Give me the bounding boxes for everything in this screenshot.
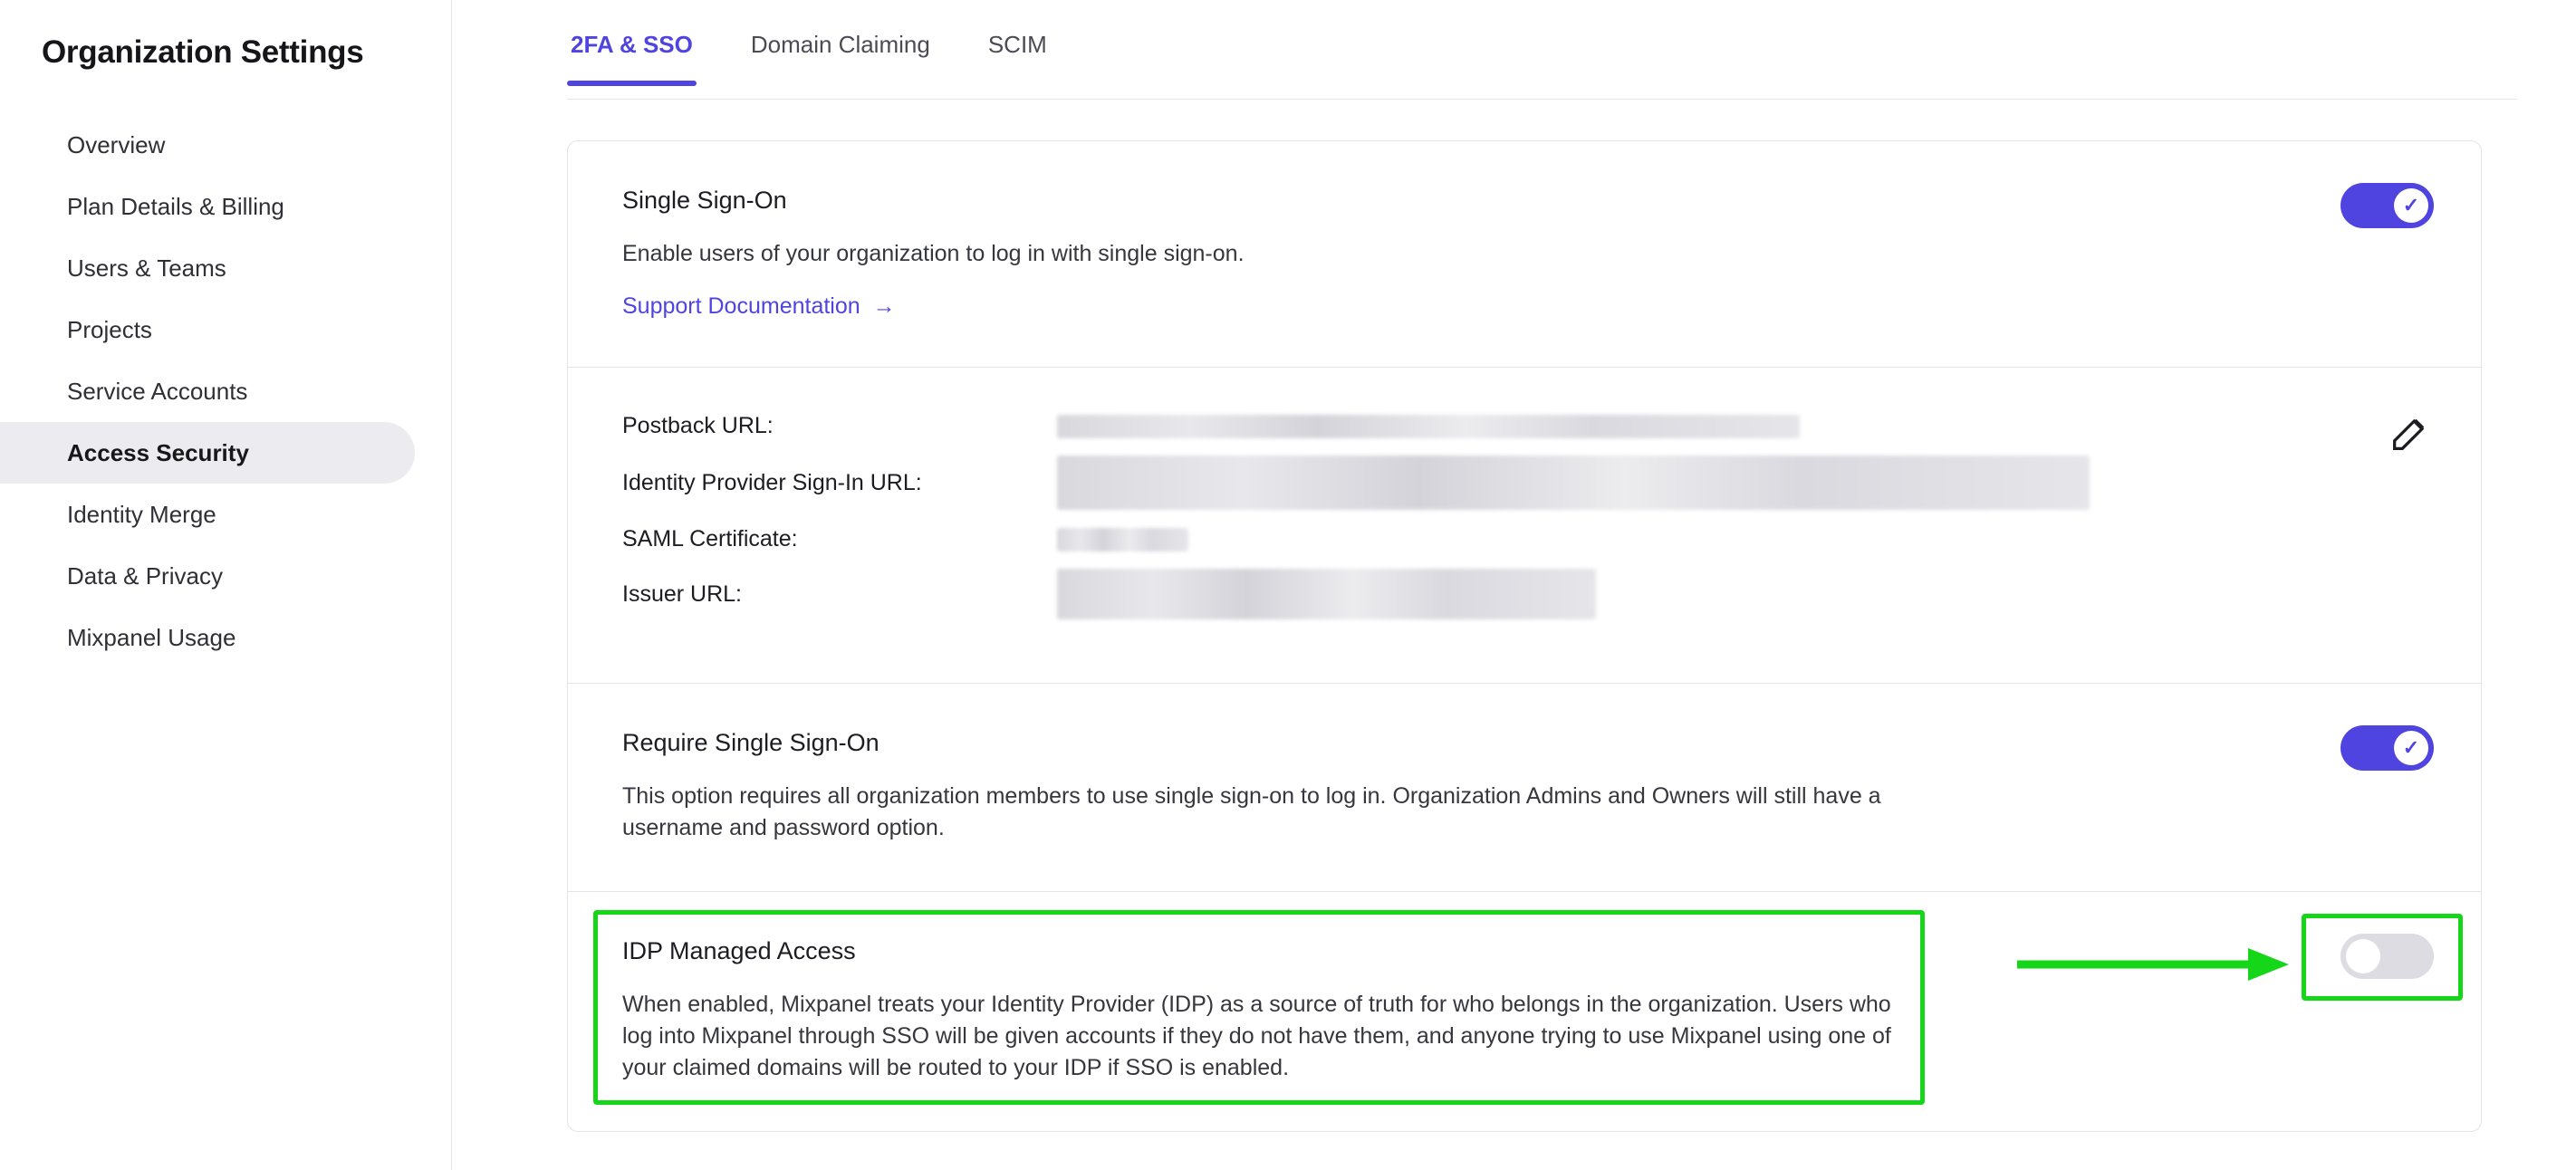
sidebar-item-label: Overview bbox=[67, 130, 166, 158]
tab-label: Domain Claiming bbox=[750, 31, 930, 58]
support-documentation-link[interactable] bbox=[622, 293, 896, 320]
tab-domain-claiming[interactable] bbox=[747, 20, 934, 86]
sidebar-nav bbox=[0, 114, 451, 668]
page-title: Organization Settings bbox=[42, 34, 364, 70]
sidebar-item-plan-details-billing[interactable] bbox=[0, 176, 451, 237]
tab-2fa-sso[interactable] bbox=[567, 20, 697, 86]
sidebar-item-access-security[interactable] bbox=[0, 422, 415, 484]
idp-managed-access-toggle[interactable] bbox=[2341, 934, 2434, 979]
single-sign-on-title: Single Sign-On bbox=[622, 187, 787, 214]
idp-signin-url-value-redacted bbox=[1057, 456, 2090, 510]
sidebar-item-service-accounts[interactable] bbox=[0, 360, 451, 422]
sidebar-item-overview[interactable] bbox=[0, 114, 451, 176]
tab-bar bbox=[567, 0, 2517, 100]
sidebar-item-label: Data & Privacy bbox=[67, 561, 223, 590]
sidebar-item-data-privacy[interactable] bbox=[0, 545, 451, 607]
single-sign-on-toggle[interactable] bbox=[2341, 183, 2434, 228]
require-single-sign-on-title: Require Single Sign-On bbox=[622, 729, 879, 756]
require-single-sign-on-description: This option requires all organization members to use single sign-on to log in. Organization Admins and Owners will still have a username and password option. bbox=[622, 783, 1881, 840]
sidebar-item-label: Service Accounts bbox=[67, 377, 248, 405]
idp-managed-access-row bbox=[568, 892, 2481, 1131]
single-sign-on-description: Enable users of your organization to log in with single sign-on. bbox=[622, 241, 1245, 266]
support-documentation-label: Support Documentation bbox=[622, 293, 860, 319]
idp-signin-url-label: Identity Provider Sign-In URL: bbox=[622, 469, 922, 495]
tab-label: SCIM bbox=[987, 31, 1047, 58]
saml-details-row bbox=[568, 368, 2481, 684]
sidebar-item-users-teams[interactable] bbox=[0, 237, 451, 299]
tab-label: 2FA & SSO bbox=[571, 31, 693, 58]
main-content bbox=[452, 0, 2576, 1170]
sidebar-item-projects[interactable] bbox=[0, 299, 451, 360]
sidebar-item-label: Plan Details & Billing bbox=[67, 192, 284, 220]
postback-url-field bbox=[622, 413, 2427, 439]
issuer-url-label: Issuer URL: bbox=[622, 580, 742, 607]
idp-managed-access-description: When enabled, Mixpanel treats your Identity Provider (IDP) as a source of truth for who belongs in the organization. Users who log into Mixpanel through SSO will be given accounts if they do not have them, and anyone trying to use Mixpanel using one of your claimed domains will be routed to your IDP if SSO is enabled. bbox=[622, 992, 1891, 1080]
sidebar-item-label: Identity Merge bbox=[67, 500, 216, 528]
saml-certificate-label: SAML Certificate: bbox=[622, 526, 798, 551]
single-sign-on-row bbox=[568, 141, 2481, 368]
issuer-url-field bbox=[622, 569, 2427, 619]
postback-url-value-redacted bbox=[1057, 415, 1800, 438]
toggle-knob bbox=[2346, 939, 2380, 973]
toggle-knob-check: ✓ bbox=[2394, 188, 2428, 223]
sidebar-item-mixpanel-usage[interactable] bbox=[0, 607, 451, 668]
idp-signin-url-field bbox=[622, 456, 2427, 510]
sidebar-item-label: Users & Teams bbox=[67, 254, 226, 282]
require-single-sign-on-toggle[interactable] bbox=[2341, 725, 2434, 771]
sidebar-item-identity-merge[interactable] bbox=[0, 484, 451, 545]
sidebar-item-label: Projects bbox=[67, 315, 152, 343]
access-security-panel bbox=[567, 140, 2482, 1132]
saml-certificate-field bbox=[622, 526, 2427, 552]
toggle-knob-check: ✓ bbox=[2394, 731, 2428, 765]
saml-certificate-value-redacted bbox=[1057, 528, 1188, 551]
sidebar bbox=[0, 0, 452, 1170]
require-single-sign-on-row bbox=[568, 684, 2481, 892]
pencil-icon[interactable] bbox=[2387, 409, 2434, 456]
issuer-url-value-redacted bbox=[1057, 569, 1596, 619]
tab-scim[interactable] bbox=[985, 20, 1051, 86]
sidebar-item-label: Mixpanel Usage bbox=[67, 623, 236, 651]
idp-managed-access-title: IDP Managed Access bbox=[622, 937, 856, 964]
sidebar-item-label: Access Security bbox=[67, 438, 249, 466]
arrow-right-icon: → bbox=[872, 293, 896, 319]
postback-url-label: Postback URL: bbox=[622, 413, 774, 438]
